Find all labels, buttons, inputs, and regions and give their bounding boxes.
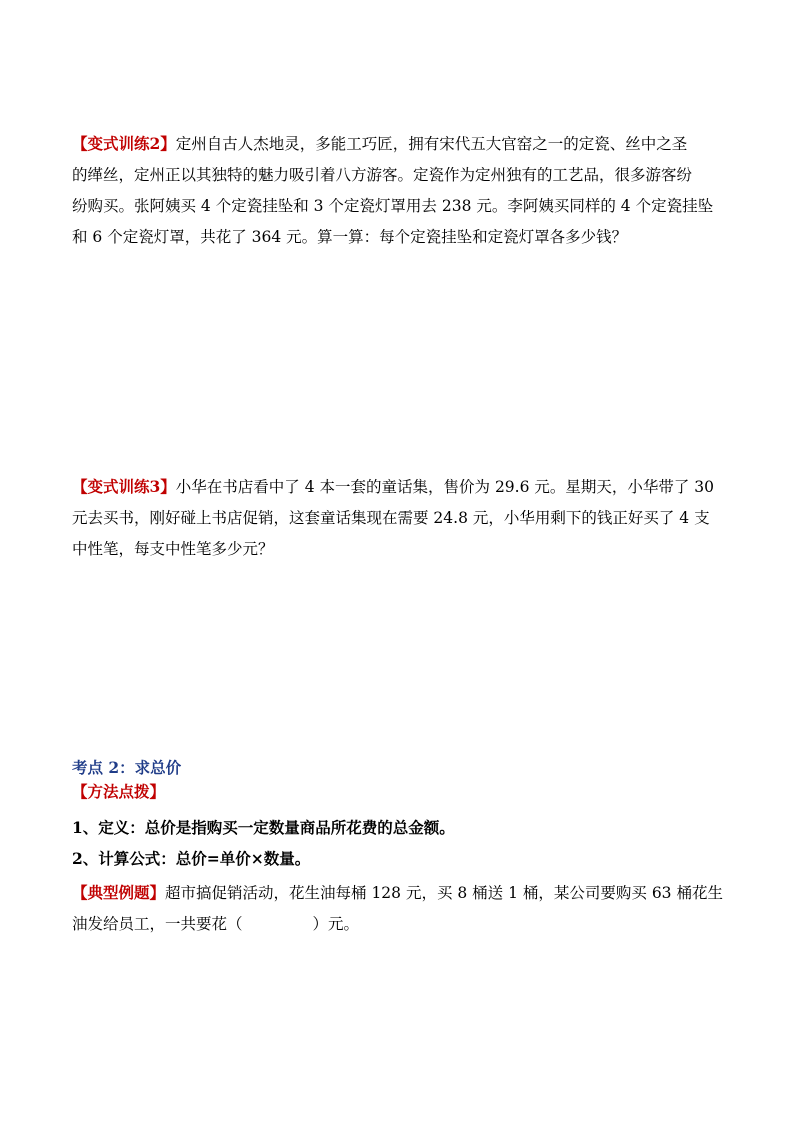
method-tag: 【方法点拨】 — [72, 782, 166, 801]
exercise-2-tag: 【变式训练2】 — [72, 134, 176, 153]
exercise-2 — [72, 128, 722, 253]
exercise-2-line-2: 的缂丝，定州正以其独特的魅力吸引着八方游客。定瓷作为定州独有的工艺品，很多游客纷 — [72, 166, 693, 184]
formula-point: 2、计算公式：总价=单价×数量。 — [72, 849, 311, 868]
exercise-3-line-3: 中性笔，每支中性笔多少元？ — [72, 540, 274, 558]
exercise-2-line-4: 和 6 个定瓷灯罩，共花了 364 元。算一算：每个定瓷挂坠和定瓷灯罩各多少钱？ — [72, 228, 628, 246]
exercise-3 — [72, 471, 722, 565]
exercise-3-line-2: 元去买书，刚好碰上书店促销，这套童话集现在需要 24.8 元，小华用剩下的钱正好买了 4 支 — [72, 509, 710, 527]
exercise-3-tag: 【变式训练3】 — [72, 477, 176, 496]
example-line-2: 油发给员工，一共要花（ ）元。 — [72, 915, 360, 933]
example-line-1: 【典型例题】超市搞促销活动，花生油每桶 128 元，买 8 桶送 1 桶，某公司要购买 63 桶花生 — [72, 883, 723, 902]
exercise-2-line-1: 【变式训练2】定州自古人杰地灵，多能工巧匠，拥有宋代五大官窑之一的定瓷、丝中之圣 — [72, 134, 688, 153]
example-tag: 【典型例题】 — [72, 883, 166, 902]
example-problem — [72, 877, 722, 940]
exercise-2-line-3: 纷购买。张阿姨买 4 个定瓷挂坠和 3 个定瓷灯罩用去 238 元。李阿姨买同样的 4 个定瓷挂坠 — [72, 197, 714, 215]
definition-point: 1、定义：总价是指购买一定数量商品所花费的总金额。 — [72, 818, 455, 837]
exercise-3-line-1: 【变式训练3】小华在书店看中了 4 本一套的童话集，售价为 29.6 元。星期天，小华带了 30 — [72, 477, 715, 496]
section-2-title: 考点 2：求总价 — [72, 758, 182, 777]
section-2-header — [72, 756, 722, 804]
method-points — [72, 812, 722, 874]
